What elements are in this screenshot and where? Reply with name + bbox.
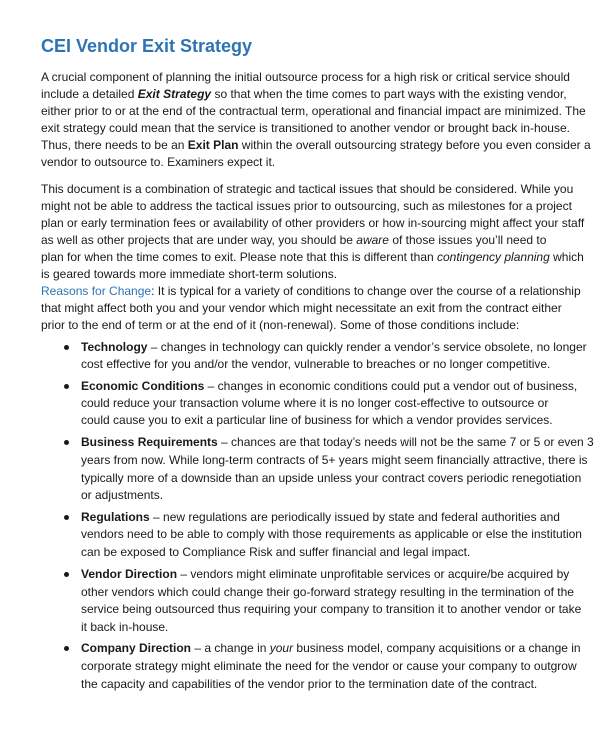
regulations-line-2: vendors need to be able to comply with those requirements as applicable or else the institution (81, 527, 582, 541)
scope-line-6: is geared towards more immediate short-term solutions. (41, 267, 338, 281)
bullet-marker (64, 440, 69, 445)
intro-line-1: A crucial component of planning the initial outsource process for a high risk or critical service should (41, 70, 570, 84)
document-title: CEI Vendor Exit Strategy (41, 36, 253, 56)
reasons-line-1: Reasons for Change: It is typical for a variety of conditions to change over the course of a relationship (41, 284, 581, 298)
economic-conditions-term: Economic Conditions (81, 379, 205, 393)
company-direction-line-1: Company Direction – a change in your business model, company acquisitions or a change in (81, 641, 581, 655)
business-line-3: typically more of a downside than an upside unless your contract covers periodic renegotiation (81, 471, 582, 485)
aware-term: aware (356, 233, 389, 247)
business-line-4: or adjustments. (81, 488, 164, 502)
vendor-direction-line-1: Vendor Direction – vendors might eliminate unprofitable services or acquire/be acquired by (81, 567, 570, 581)
scope-line-5: plan for when the time comes to exit. Please note that this is different than contingency planning which (41, 250, 584, 264)
bullet-marker (64, 345, 69, 350)
bullet-marker (64, 572, 69, 577)
company-direction-line-2: corporate strategy might eliminate the need for the vendor or cause your company to outgrow (81, 659, 577, 673)
technology-line-2: cost effective for you and/or the vendor, vulnerable to breaches or no longer competitive. (81, 357, 551, 371)
reasons-for-change-heading: Reasons for Change (41, 284, 152, 298)
bullet-marker (64, 646, 69, 651)
bullet-marker (64, 384, 69, 389)
scope-line-2: might not be able to address the tactical issues prior to outsourcing, such as milestones for a project (41, 199, 572, 213)
economic-line-1: Economic Conditions – changes in economic conditions could put a vendor out of business, (81, 379, 578, 393)
regulations-term: Regulations (81, 510, 150, 524)
technology-term: Technology (81, 340, 148, 354)
intro-line-5: Thus, there needs to be an Exit Plan within the overall outsourcing strategy before you even consider a (41, 138, 591, 152)
business-line-2: years from now. While long-term contracts of 5+ years might seem financially attractive, there is (81, 453, 588, 467)
reasons-line-3: prior to the end of term or at the end of it (non-renewal). Some of those conditions include: (41, 318, 520, 332)
intro-line-4: exit strategy could mean that the service is transitioned to another vendor or brought back in-house. (41, 121, 570, 135)
business-requirements-term: Business Requirements (81, 435, 218, 449)
exit-strategy-term: Exit Strategy (137, 87, 212, 101)
vendor-direction-line-2: other vendors which could change their go-forward strategy resulting in the termination of the (81, 585, 574, 599)
business-line-1: Business Requirements – chances are that today’s needs will not be the same 7 or 5 or even 3 (81, 435, 594, 449)
vendor-direction-line-4: it back in-house. (81, 620, 169, 634)
vendor-direction-line-3: service being outsourced thus requiring your company to transition it to another vendor or take (81, 602, 582, 616)
intro-line-3: either prior to or at the end of the contractual term, operational and financial impact are minimized. The (41, 104, 586, 118)
scope-line-3: plan or early termination fees or availability of other providers or how in-sourcing might affect your staff (41, 216, 585, 230)
scope-line-1: This document is a combination of strategic and tactical issues that should be considered. While you (41, 182, 574, 196)
bullet-marker (64, 515, 69, 520)
economic-line-3: could cause you to exit a particular line of business for which a vendor provides services. (81, 413, 553, 427)
vendor-direction-term: Vendor Direction (81, 567, 178, 581)
exit-plan-term: Exit Plan (187, 138, 239, 152)
intro-line-6: vendor to outsource to. Examiners expect it. (41, 155, 276, 169)
company-direction-line-3: the capacity and capabilities of the vendor prior to the termination date of the contract. (81, 677, 538, 691)
intro-line-2: include a detailed Exit Strategy so that when the time comes to part ways with the existing vendor, (41, 87, 567, 101)
regulations-line-3: can be exposed to Compliance Risk and suffer financial and legal impact. (81, 545, 471, 559)
technology-line-1: Technology – changes in technology can quickly render a vendor’s service obsolete, no longer (81, 340, 587, 354)
regulations-line-1: Regulations – new regulations are periodically issued by state and federal authorities and (81, 510, 560, 524)
your-term: your (269, 641, 294, 655)
scope-line-4: as well as other projects that are under way, you should be aware of those issues you’ll need to (41, 233, 547, 247)
company-direction-term: Company Direction (81, 641, 192, 655)
contingency-planning-term: contingency planning (437, 250, 550, 264)
reasons-line-2: that might affect both you and your vendor which might necessitate an exit from the contract either (41, 301, 562, 315)
economic-line-2: could reduce your transaction volume where it is no longer cost-effective to outsource or (81, 396, 549, 410)
